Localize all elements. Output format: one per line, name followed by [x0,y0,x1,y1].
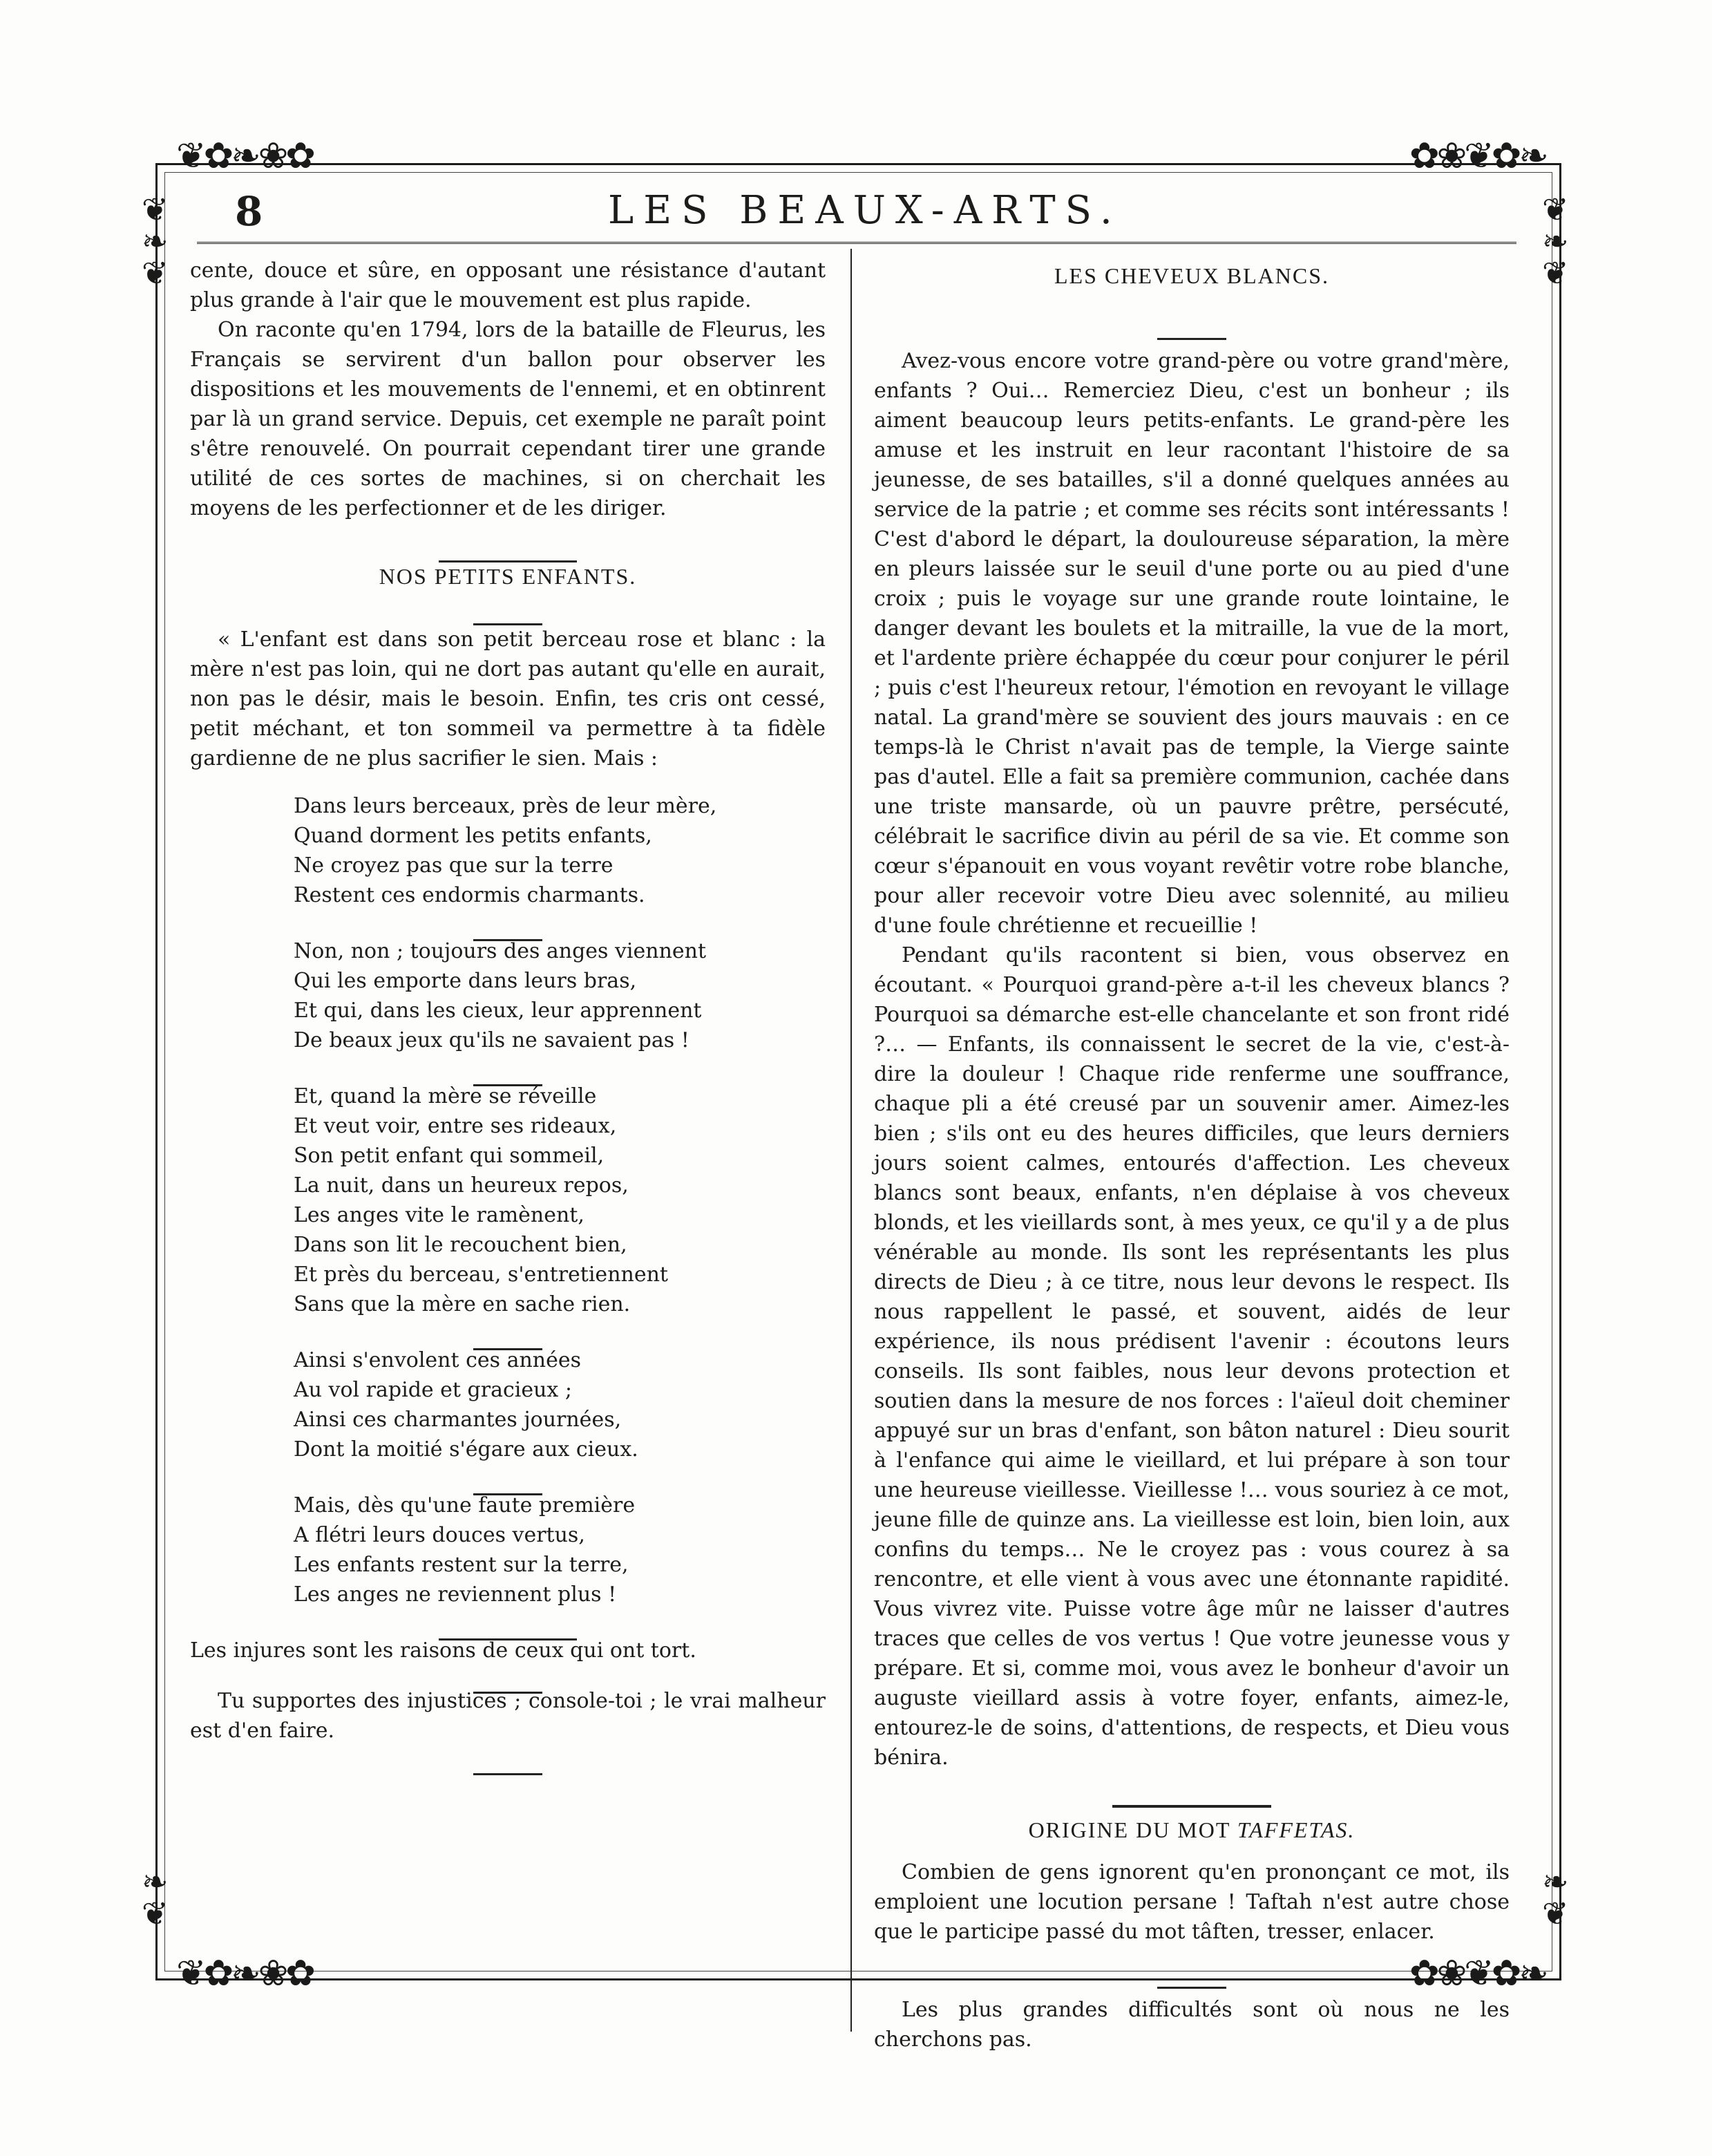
poem-line: Les anges ne reviennent plus ! [294,1582,617,1607]
poem-line: Sans que la mère en sache rien. [294,1292,631,1316]
side-ornament-left-bottom: ❧ ❦ [142,1863,169,1932]
poem-line: De beaux jeux qu'ils ne savaient pas ! [294,1028,689,1052]
origin-title-prefix: ORIGINE DU MOT [1028,1817,1230,1842]
article-paragraph: Combien de gens ignorent qu'en prononçant ce mot, ils emploient une locution persane ! Taftah n'est autre chose que le participe passé du mot tâften, tresser, enlacer. [874,1860,1510,1944]
header-rule [197,242,1516,244]
poem-line: Dans leurs berceaux, près de leur mère, [294,794,717,818]
corner-ornament-bottom-left: ❦✿❧❀✿ [176,1953,313,1994]
article-title: LES CHEVEUX BLANCS. [1054,263,1329,288]
article-paragraph: Avez-vous encore votre grand-père ou votre grand'mère, enfants ? Oui… Remerciez Dieu, c'est un bonheur ; ils aiment beaucoup leurs petits-enfants. Le grand-père les amuse et les instruit en leur racontant l'histoire de sa jeunesse, de ses batailles, s'il a donné quelques années au service de la patrie ; et comme ses récits sont intéressants ! C'est d'abord le départ, la douloureuse séparation, la mère en pleurs laissée sur le seuil d'une porte ou au pied d'une croix ; puis le voyage sur une grande route lointaine, le danger devant les boulets et la mitraille, la vue de la mort, et l'ardente prière échappée du cœur pour conjurer le péril ; puis c'est l'heureux retour, l'émotion en revoyant le village natal. La grand'mère se souvient des jours mauvais : en ce temps-là le Christ n'avait pas de temple, la Vierge sainte pas d'autel. Elle a fait sa première communion, cachée dans une triste mansarde, où un pauvre prêtre, persécuté, célébrait le sacrifice divin au péril de sa vie. Et comme son cœur s'épanouit en vous voyant revêtir votre robe blanche, pour aller recevoir votre Dieu avec solennité, au milieu d'une foule chrétienne et recueillie ! [874,349,1510,938]
corner-ornament-top-left: ❦✿❧❀✿ [176,135,313,177]
poem-line: Dont la moitié s'égare aux cieux. [294,1437,638,1462]
stanza-rule [190,1065,826,1072]
maxim-rule [190,1672,826,1679]
poem-line: Qui les emporte dans leurs bras, [294,969,637,993]
poem-line: Son petit enfant qui sommeil, [294,1144,605,1168]
stanza-rule [190,1329,826,1336]
page-number: 8 [235,188,263,235]
poem-line: A flétri leurs douces vertus, [294,1523,585,1547]
poem-line: Ne croyez pas que sur la terre [294,853,614,878]
poem-line: Ainsi s'envolent ces années [294,1348,582,1372]
page-header [221,188,1520,243]
poem-line: Et, quand la mère se réveille [294,1084,597,1108]
section-separator [874,1786,1510,1796]
section-separator [190,1619,826,1626]
origin-title-word: TAFFETAS. [1237,1817,1356,1842]
poem-line: Au vol rapide et gracieux ; [294,1378,572,1402]
side-ornament-right: ❦ ❧ ❦ [1542,191,1569,292]
article-title [874,1815,1510,1845]
article-intro: « L'enfant est dans son petit berceau rose et blanc : la mère n'est pas loin, qui ne dort pas autant qu'elle en aurait, non pas le désir, mais le besoin. Enfin, tes cris ont cessé, petit méchant, et ton sommeil va permettre à ta fidèle gardienne de ne plus sacrifier le sien. Mais : [190,627,826,770]
maxim: Les injures sont les raisons de ceux qui ont tort. [190,1638,696,1663]
right-column [874,256,1510,2054]
title-rule [190,604,826,611]
poem-line: Non, non ; toujours des anges viennent [294,939,707,963]
publication-title: LES BEAUX-ARTS. [608,188,1122,233]
intro-paragraph: On raconte qu'en 1794, lors de la bataille de Fleurus, les Français se servirent d'un ballon pour observer les dispositions et les mouvements de l'ennemi, et en obtinrent par là un grand service. Depuis, cet exemple ne paraît point s'être renouvelé. On pourrait cependant tirer une grande utilité de ces sortes de machines, si on cherchait les moyens de les perfectionner et de les diriger. [190,318,826,520]
article-paragraph: Pendant qu'ils racontent si bien, vous observez en écoutant. « Pourquoi grand-père a-t-il les cheveux blancs ? Pourquoi sa démarche est-elle chancelante et son front ridé ?… — Enfants, ils connaissent le secret de la vie, c'est-à-dire la douleur ! Chaque ride renferme une souffrance, chaque pli a été creusé par un souvenir amer. Aimez-les bien ; s'ils ont eu des heures difficiles, que leurs derniers jours soient calmes, entourés d'affection. Les cheveux blancs sont beaux, enfants, n'en déplaise à vos cheveux blonds, et les vieillards sont, à mes yeux, ce qu'il y a de plus vénérable au monde. Ils sont les représentants les plus directs de Dieu ; à ce titre, nous leur devons le respect. Ils nous rappellent le passé, et souvent, aidés de leur expérience, ils nous prédisent l'avenir : écoutons leurs conseils. Ils sont faibles, nous leur devons protection et soutien dans la mesure de nos forces : l'aïeul doit cheminer appuyé sur un bras d'enfant, son bâton naturel : Dieu sourit à l'enfance qui aime le vieillard, et lui prépare à son tour une heureuse vieillesse. Vieillesse !… vous souriez à ce mot, jeune fille de quinze ans. La vieillesse est loin, bien loin, aux confins du temps… Ne le croyez pas : vous courez à sa rencontre, et elle vient à vous avec une étonnante rapidité. Vous vivrez vite. Puisse votre âge mûr ne laisser d'autres traces que celles de vos vertus ! Que votre jeunesse vous y prépare. Et si, comme moi, vous avez le bonheur d'avoir un auguste vieillard assis à votre foyer, enfants, aimez-le, entourez-le de soins, d'attentions, de respects, et Dieu vous bénira. [874,943,1510,1770]
title-rule [874,319,1510,325]
corner-ornament-top-right: ✿❀❦✿❧ [1409,135,1546,177]
maxim: Les plus grandes difficultés sont où nous ne les cherchons pas. [874,1998,1510,2052]
poem-line: Restent ces endormis charmants. [294,883,645,907]
poem-line: Mais, dès qu'une faute première [294,1493,636,1517]
poem-stanza [294,936,826,1055]
article-title: NOS PETITS ENFANTS. [379,564,637,589]
poem-stanza [294,1081,826,1319]
poem-line: Les anges vite le ramènent, [294,1203,584,1227]
poem-line: Et près du berceau, s'entretiennent [294,1263,668,1287]
poem-line: Dans son lit le recouchent bien, [294,1233,627,1257]
poem-line: Ainsi ces charmantes journées, [294,1408,622,1432]
poem-stanza [294,1345,826,1464]
section-separator [190,541,826,548]
maxim: Tu supportes des injustices ; console-toi ; le vrai malheur est d'en faire. [190,1689,826,1743]
column-divider [850,249,852,2032]
stanza-rule [190,920,826,927]
intro-paragraph: cente, douce et sûre, en opposant une résistance d'autant plus grande à l'air que le mouvement est plus rapide. [190,258,826,312]
stanza-rule [190,1474,826,1481]
poem-line: Quand dorment les petits enfants, [294,824,652,848]
section-separator [874,1967,1510,1974]
left-column [190,256,826,1770]
corner-ornament-bottom-right: ✿❀❦✿❧ [1409,1953,1546,1994]
maxim-rule [190,1754,826,1761]
poem-stanza [294,791,826,910]
poem-line: Les enfants restent sur la terre, [294,1553,629,1577]
poem-stanza [294,1491,826,1609]
side-ornament-left: ❦ ❧ ❦ [142,191,169,292]
poem-line: Et veut voir, entre ses rideaux, [294,1114,617,1138]
poem-line: La nuit, dans un heureux repos, [294,1173,629,1198]
side-ornament-right-bottom: ❧ ❦ [1542,1863,1569,1932]
poem-line: Et qui, dans les cieux, leur apprennent [294,999,702,1023]
